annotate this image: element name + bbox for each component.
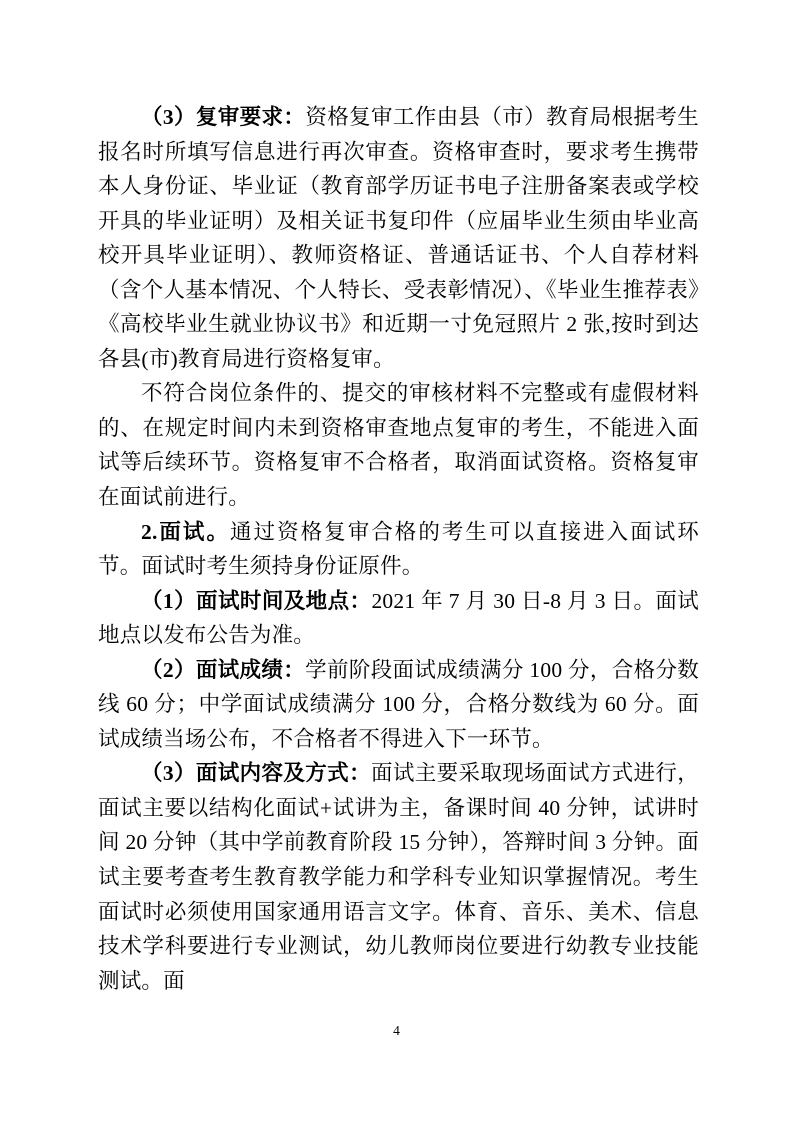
paragraph-interview-score <box>98 653 699 757</box>
paragraph-interview-time-place <box>98 584 699 653</box>
page-number: 4 <box>393 1023 400 1038</box>
paragraph-lead: （3）复审要求： <box>141 105 306 129</box>
paragraph-text: 通过资格复审合格的考生可以直接进入面试环节。面试时考生须持身份证原件。 <box>98 519 699 579</box>
paragraph-disqualification-rules <box>98 376 699 514</box>
paragraph-text: 2021 年 7 月 30 日-8 月 3 日。面试地点以发布公告为准。 <box>98 588 699 648</box>
paragraph-lead: （1）面试时间及地点： <box>141 588 372 613</box>
paragraph-lead: （2）面试成绩： <box>141 657 306 682</box>
paragraph-text: 不符合岗位条件的、提交的审核材料不完整或有虚假材料的、在规定时间内未到资格审查地点复审的考生，不能进入面试等后续环节。资格复审不合格者，取消面试资格。资格复审在面试前进行。 <box>98 381 699 510</box>
paragraph-review-requirements <box>98 100 699 376</box>
paragraph-interview-content-method <box>98 756 699 998</box>
paragraph-interview-intro <box>98 515 699 584</box>
paragraph-lead: 2.面试。 <box>141 519 230 544</box>
paragraph-lead: （3）面试内容及方式： <box>141 761 371 786</box>
paragraph-text: 学前阶段面试成绩满分 100 分，合格分数线 60 分；中学面试成绩满分 100 分，合格分数线为 60 分。面试成绩当场公布，不合格者不得进入下一环节。 <box>98 657 700 751</box>
document-body <box>98 100 699 998</box>
paragraph-text: 资格复审工作由县（市）教育局根据考生报名时所填写信息进行再次审查。资格审查时，要求考生携带本人身份证、毕业证（教育部学历证书电子注册备案表或学校开具的毕业证明）及相关证书复印件（应届毕业生须由毕业高校开具毕业证明）、教师资格证、普通话证书、个人自荐材料（含个人基本情况、个人特长、受表彰情况）、《毕业生推荐表》《高校毕业生就业协议书》和近期一寸免冠照片 2 张,按时到达各县(市)教育局进行资格复审。 <box>98 105 699 371</box>
paragraph-text: 面试主要采取现场面试方式进行，面试主要以结构化面试+试讲为主，备课时间 40 分钟，试讲时间 20 分钟（其中学前教育阶段 15 分钟），答辩时间 3 分钟。面试主要考查考生教育教学能力和学科专业知识掌握情况。考生面试时必须使用国家通用语言文字。体育、音乐、美术、信息技术学科要进行专业测试，幼儿教师岗位要进行幼教专业技能测试。面 <box>98 761 699 993</box>
